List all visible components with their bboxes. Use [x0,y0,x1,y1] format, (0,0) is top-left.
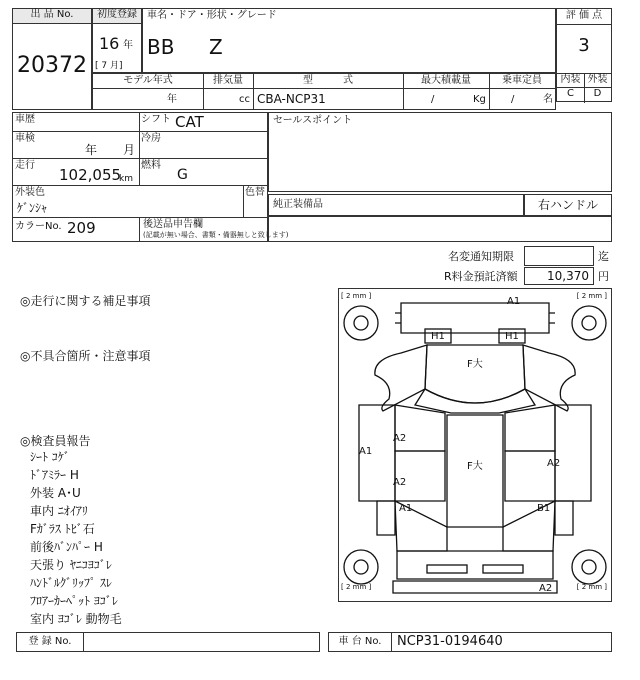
inspector-note: 室内 ﾖｺﾞﾚ 動物毛 [30,612,122,626]
capacity-slash: / [511,94,515,105]
chassis-no-value: NCP31-0194640 [397,634,503,649]
score-value: 3 [578,35,590,56]
registration-no-box [16,632,320,652]
after-report-area [268,216,612,242]
inspection-year: 年 [85,143,98,157]
details-grid [12,112,289,242]
damage-mark-hood: F大 [467,359,483,370]
recycle-box [524,267,594,285]
driving-notes-label: ◎走行に関する補足事項 [20,294,151,308]
recycle-unit: 円 [598,270,609,283]
car-diagram [338,288,612,602]
exterior-grade-value: D [593,88,602,99]
damage-mark-left-side: A1 [359,446,373,457]
defects-notes-label: ◎不具合箇所・注意事項 [20,349,151,363]
lot-no-value: 20372 [17,53,87,78]
car-model-label: 車名・ドア・形状・グレード [147,10,277,21]
chassis-no-label: 車 台 No. [338,636,382,647]
tire-depth-front-left: [ 2 mm ] [341,292,372,300]
cooler-label: 冷房 [141,133,161,144]
tire-depth-front-right: [ 2 mm ] [576,292,607,300]
inspection-month: 月 [123,143,136,157]
mileage-label: 走行 [15,160,35,171]
damage-mark-roof: F大 [467,461,483,472]
spec-row [92,73,556,110]
color-no-label: カラーNo. [15,221,62,232]
inspector-note: ﾌﾛｱｰｶｰﾍﾟｯﾄ ﾖｺﾞﾚ [30,594,118,608]
first-registration-year: 16 [99,34,120,53]
lot-no-box [12,8,92,110]
mileage-value: 102,055 [59,166,122,184]
model-year-suffix: 年 [167,94,177,105]
first-registration-year-unit: 年 [123,40,133,51]
inspector-note: 前後ﾊﾞﾝﾊﾟｰ H [30,540,103,554]
car-model-box [142,8,556,73]
sales-point-label: セールスポイント [273,115,353,126]
chassis-no-box [328,632,612,652]
first-registration-box [92,8,142,73]
exterior-color-label: 外装色 [15,187,45,198]
score-label: 評 価 点 [557,10,611,25]
history-label: 車歴 [15,114,35,125]
exterior-color-value: ｹﾞﾝｼｬ [17,201,48,215]
inspector-note: 外装 A･U [30,486,81,500]
fuel-label: 燃料 [141,160,161,171]
sales-point-box [268,112,612,192]
displacement-label: 排気量 [213,75,243,86]
damage-mark-headlight-right: H1 [505,331,519,342]
equipment-label: 純正装備品 [273,199,323,210]
damage-mark-left-rear-door: A2 [393,477,407,488]
inspector-note: ﾊﾝﾄﾞﾙｸﾞﾘｯﾌﾟ ｽﾚ [30,576,112,590]
shift-label: シフト [141,114,171,125]
type-value: CBA-NCP31 [257,92,326,106]
interior-grade-value: C [567,88,574,99]
damage-mark-rear-bumper: A2 [539,583,553,594]
inspector-report-label: ◎検査員報告 [20,434,91,448]
fuel-value: G [177,167,188,183]
after-report-label: 後送品申告欄 [143,219,203,230]
handle-value: 右ハンドル [537,198,598,212]
capacity-suffix: 名 [543,94,553,105]
max-load-suffix: Kg [473,94,486,105]
exterior-grade-label: 外装 [587,74,608,85]
capacity-label: 乗車定員 [502,75,542,86]
tire-depth-rear-left: [ 2 mm ] [341,583,372,591]
car-make: BB [147,35,175,59]
car-grade: Z [209,35,223,59]
name-change-box [524,246,594,266]
interior-grade-label: 内装 [560,74,581,85]
handle-box [524,194,612,216]
name-change-label: 名変通知期限 [448,250,514,263]
recycle-value: 10,370 [547,269,589,283]
shift-value: CAT [175,113,204,131]
damage-mark-right-door: A2 [547,458,561,469]
damage-mark-front-bumper: A1 [507,296,521,307]
mileage-unit: km [119,174,133,184]
name-change-unit: 迄 [598,250,609,263]
inspector-note: Fｶﾞﾗｽ ﾄﾋﾞ石 [30,522,95,536]
max-load-slash: / [431,94,435,105]
damage-mark-rear-right: B1 [537,503,551,514]
max-load-label: 最大積載量 [421,75,471,86]
inspection-label: 車検 [15,133,35,144]
color-change-label: 色替 [245,187,265,198]
lot-no-label: 出 品 No. [13,9,91,24]
inspector-note: 天張り ﾔﾆｺﾖｺﾞﾚ [30,558,112,572]
first-registration-label: 初度登録 [93,9,141,24]
model-year-label: モデル年式 [123,75,173,86]
car-body-outline [339,289,611,601]
equipment-box [268,194,524,216]
score-box [556,8,612,102]
after-report-note: (記載が無い場合、書類・備器無しと致します) [143,231,289,239]
type-label: 型 式 [303,75,353,86]
first-registration-month: [ 7 月] [95,61,123,71]
tire-depth-rear-right: [ 2 mm ] [576,583,607,591]
damage-mark-left-front-door: A2 [393,433,407,444]
registration-no-label: 登 録 No. [28,636,72,647]
inspector-note: ｼｰﾄ ｺｹﾞ [30,450,70,464]
recycle-label: R料金預託済額 [444,270,518,283]
displacement-suffix: cc [239,94,250,105]
damage-mark-headlight-left: H1 [431,331,445,342]
color-no-value: 209 [67,219,96,237]
damage-mark-rear-left: A1 [399,503,413,514]
inspector-note: 車内 ﾆｵｲｱﾘ [30,504,88,518]
inspector-note: ﾄﾞｱﾐﾗｰ H [30,468,79,482]
